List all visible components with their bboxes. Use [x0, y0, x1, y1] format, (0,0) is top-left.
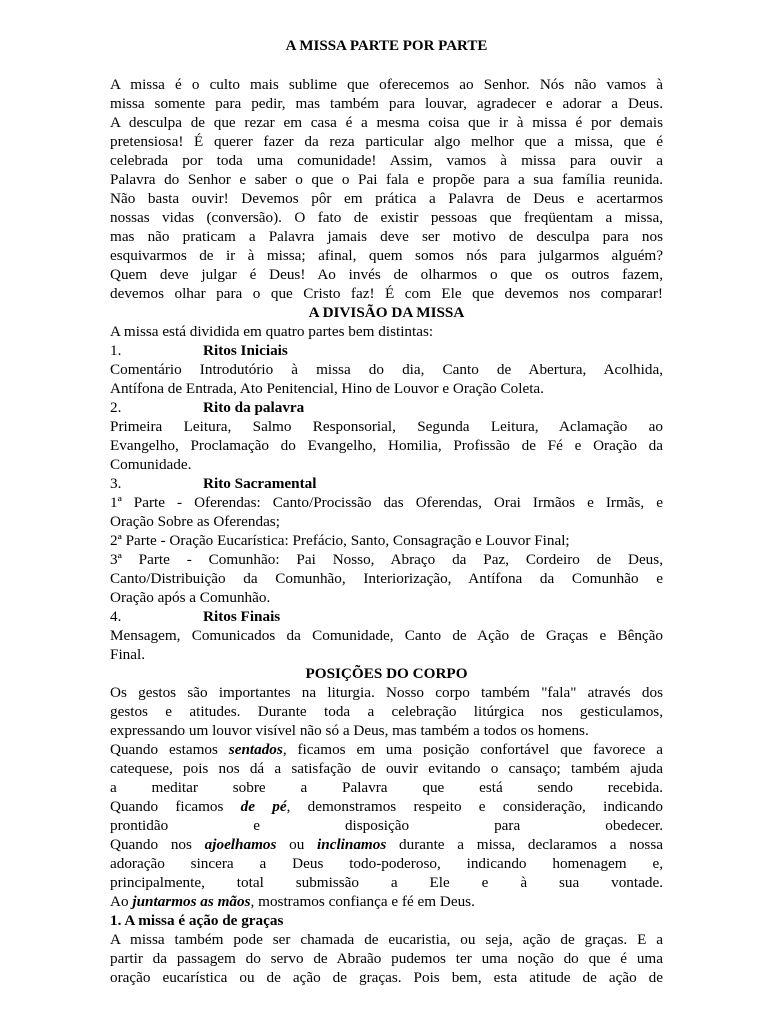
section-heading: 1. A missa é ação de graças — [110, 912, 284, 929]
text-line: expressando um louvor visível não só a Deus, mas também a todos os homens. — [110, 722, 589, 739]
text-line: pretensiosa! É querer fazer da reza particular algo melhor que a missa, que é — [110, 133, 663, 150]
text-line: Mensagem, Comunicados da Comunidade, Canto de Ação de Graças e Bênção — [110, 627, 663, 644]
text-line: 1ª Parte - Oferendas: Canto/Procissão das Oferendas, Orai Irmãos e Irmãs, e — [110, 494, 663, 511]
part-number: 4. — [110, 608, 122, 625]
text-line — [110, 835, 663, 854]
text-fragment: Quando ficamos — [110, 798, 241, 815]
part-body — [110, 360, 663, 398]
part-number: 1. — [110, 342, 122, 359]
text-line: missa somente para pedir, mas também para louvar, agradecer e adorar a Deus. — [110, 95, 663, 112]
part-body — [110, 626, 663, 664]
text-line: principalmente, total submissão a Ele e à sua vontade. — [110, 874, 663, 891]
text-line: Antífona de Entrada, Ato Penitencial, Hino de Louvor e Oração Coleta. — [110, 380, 544, 397]
part-title: Ritos Finais — [203, 608, 281, 625]
text-line — [110, 892, 663, 911]
text-line: Oração Sobre as Oferendas; — [110, 513, 280, 530]
positions-intro — [110, 683, 663, 740]
text-line: A missa é o culto mais sublime que oferecemos ao Senhor. Nós não vamos à — [110, 76, 663, 93]
text-fragment: Ao — [110, 893, 133, 910]
sentados-paragraph — [110, 740, 663, 797]
part-heading — [110, 341, 663, 360]
emphasis-de-pe: de pé — [240, 798, 287, 815]
ajoelhamos-paragraph — [110, 835, 663, 892]
emphasis-ajoelhamos: ajoelhamos — [204, 836, 277, 853]
part-heading — [110, 607, 663, 626]
text-line: A missa também pode ser chamada de eucaristia, ou seja, ação de graças. E a — [110, 931, 663, 948]
emphasis-juntarmos-as-maos: juntarmos as mãos — [132, 893, 251, 910]
text-fragment: , ficamos em uma posição confortável que favorece a — [282, 741, 663, 758]
part-heading — [110, 398, 663, 417]
part-body — [110, 493, 663, 607]
text-line: prontidão e disposição para obedecer. — [110, 817, 663, 834]
text-line: 3ª Parte - Comunhão: Pai Nosso, Abraço da Paz, Cordeiro de Deus, — [110, 551, 663, 568]
division-intro: A missa está dividida em quatro partes bem distintas: — [110, 323, 434, 340]
section1-paragraph — [110, 930, 663, 987]
text-fragment: ou — [276, 836, 318, 853]
de-pe-paragraph — [110, 797, 663, 835]
part-title: Ritos Iniciais — [203, 342, 288, 359]
text-line: oração eucarística ou de ação de graças. Pois bem, esta atitude de ação de — [110, 969, 663, 986]
text-line: mas não praticam a Palavra jamais deve ser motivo de desculpa para nos — [110, 228, 663, 245]
text-fragment: Quando estamos — [110, 741, 229, 758]
part-heading — [110, 474, 663, 493]
emphasis-sentados: sentados — [228, 741, 283, 758]
text-line: Os gestos são importantes na liturgia. Nosso corpo também "fala" através dos — [110, 684, 663, 701]
text-line: A desculpa de que rezar em casa é a mesma coisa que ir à missa é por demais — [110, 114, 663, 131]
part-title: Rito da palavra — [203, 399, 305, 416]
part-number: 3. — [110, 475, 122, 492]
text-fragment: Quando nos — [110, 836, 205, 853]
part-number: 2. — [110, 399, 122, 416]
text-line: Comentário Introdutório à missa do dia, Canto de Abertura, Acolhida, — [110, 361, 663, 378]
text-line: Não basta ouvir! Devemos pôr em prática a Palavra de Deus e acertarmos — [110, 190, 663, 207]
part-body — [110, 417, 663, 474]
text-line: adoração sincera a Deus todo-poderoso, indicando homenagem e, — [110, 855, 663, 872]
text-line: Final. — [110, 646, 146, 663]
text-line: celebrada por toda uma comunidade! Assim, vamos à missa para ouvir a — [110, 152, 663, 169]
text-line: nossas vidas (conversão). O fato de existir pessoas que freqüentam a missa, — [110, 209, 663, 226]
text-line: partir da passagem do servo de Abraão pudemos ter uma noção do que é uma — [110, 950, 663, 967]
text-line: Oração após a Comunhão. — [110, 589, 271, 606]
text-line: Primeira Leitura, Salmo Responsorial, Segunda Leitura, Aclamação ao — [110, 418, 663, 435]
text-fragment: durante a missa, declaramos a nossa — [386, 836, 663, 853]
text-line: 2ª Parte - Oração Eucarística: Prefácio, Santo, Consagração e Louvor Final; — [110, 532, 570, 549]
document-page — [110, 37, 663, 987]
part-title: Rito Sacramental — [203, 475, 317, 492]
text-line — [110, 797, 663, 816]
text-line: a meditar sobre a Palavra que está sendo recebida. — [110, 779, 663, 796]
text-line: gestos e atitudes. Durante toda a celebração litúrgica nos gesticulamos, — [110, 703, 663, 720]
positions-heading: POSIÇÕES DO CORPO — [305, 665, 468, 682]
text-line: Palavra do Senhor e saber o que o Pai fala e propõe para a sua família reunida. — [110, 171, 663, 188]
text-line: Evangelho, Proclamação do Evangelho, Homilia, Profissão de Fé e Oração da — [110, 437, 663, 454]
text-fragment: , demonstramos respeito e consideração, indicando — [286, 798, 663, 815]
maos-paragraph — [110, 892, 663, 911]
division-heading: A DIVISÃO DA MISSA — [308, 304, 465, 321]
text-line: devemos olhar para o que Cristo faz! É com Ele que devemos nos comparar! — [110, 285, 663, 302]
document-title: A MISSA PARTE POR PARTE — [285, 38, 488, 54]
text-line: Comunidade. — [110, 456, 192, 473]
text-line: Canto/Distribuição da Comunhão, Interiorização, Antífona da Comunhão e — [110, 570, 663, 587]
text-fragment: , mostramos confiança e fé em Deus. — [250, 893, 475, 910]
text-line: Quem deve julgar é Deus! Ao invés de olharmos o que os outros fazem, — [110, 266, 663, 283]
text-line: catequese, pois nos dá a satisfação de ouvir evitando o cansaço; também ajuda — [110, 760, 663, 777]
text-line — [110, 740, 663, 759]
emphasis-inclinamos: inclinamos — [317, 836, 387, 853]
intro-paragraph — [110, 75, 663, 303]
text-line: esquivarmos de ir à missa; afinal, quem somos nós para julgarmos alguém? — [110, 247, 663, 264]
